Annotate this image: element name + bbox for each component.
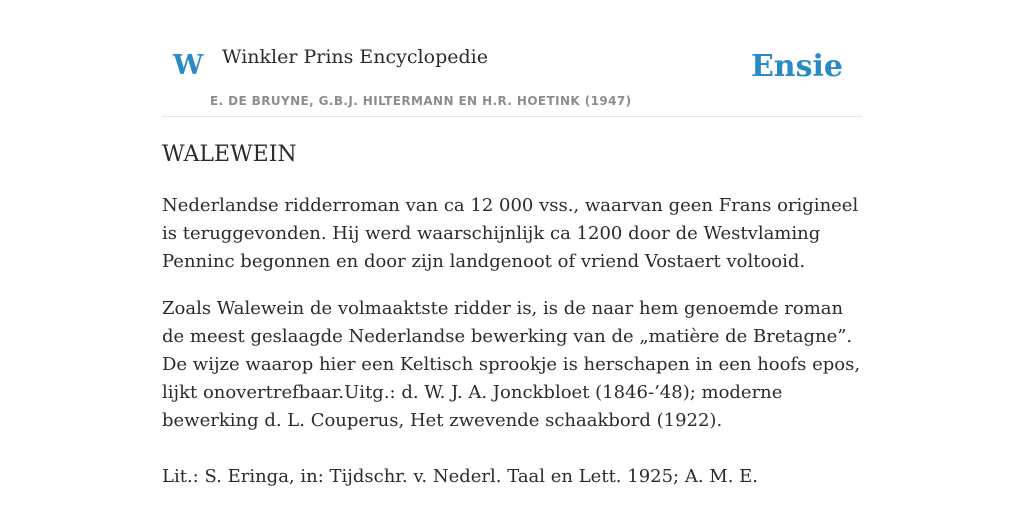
authors-byline: E. DE BRUYNE, G.B.J. HILTERMANN EN H.R. HOETINK (1947) [210, 94, 632, 108]
entry-content [162, 140, 862, 487]
site-title[interactable]: Winkler Prins Encyclopedie [222, 46, 488, 68]
ensie-logo[interactable]: Ensie [750, 49, 843, 84]
entry-paragraph: Zoals Walewein de volmaaktste ridder is, is de naar hem genoemde roman de meest geslaagde Nederlandse bewerking van de „matière de Bretagne”. De wijze waarop hier een Keltisch sprookje is herschapen in een hoofs epos, lijkt onovertrefbaar.Uitg.: d. W. J. A. Jonckbloet (1846-’48); moderne bewerking d. L. Couperus, Het zwevende schaakbord (1922). [162, 298, 861, 431]
entry-title: WALEWEIN [162, 142, 297, 167]
site-header [162, 0, 862, 117]
logo-w-icon[interactable]: W [173, 50, 204, 81]
entry-literature: Lit.: S. Eringa, in: Tijdschr. v. Nederl. Taal en Lett. 1925; A. M. E. [162, 466, 759, 487]
entry-paragraph: Nederlandse ridderroman van ca 12 000 vss., waarvan geen Frans origineel is teruggevonden. Hij werd waarschijnlijk ca 1200 door de Westvlaming Penninc begonnen en door zijn landgenoot of vriend Vostaert voltooid. [162, 195, 859, 272]
